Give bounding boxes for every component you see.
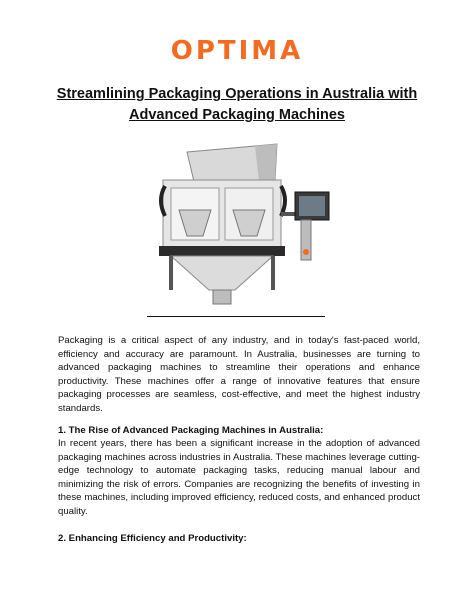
- intro-paragraph: Packaging is a critical aspect of any industry, and in today's fast-paced world, efficiency and accuracy are paramount. In Australia, businesses are turning to advanced packaging machines to streamline their operations and enhance productivity. These machines offer a range of innovative features that ensure packaging processes are seamless, cost-effective, and meet the highest industry standards.: [58, 335, 420, 414]
- section-1-paragraph: In recent years, there has been a significant increase in the adoption of advanced packaging machines across industries in Australia. These machines leverage cutting-edge technology to automate packaging tasks, reducing manual labour and minimizing the risk of errors. Companies are recognizing the benefits of investing in these machines, including improved efficiency, reduced costs, and enhanced product quality.: [58, 438, 420, 517]
- optima-logo: OPTIMA: [170, 36, 304, 66]
- packaging-machine-image: [135, 140, 335, 310]
- page-title: [40, 84, 434, 126]
- title-line-1: Streamlining Packaging Operations in Australia with: [56, 86, 418, 102]
- section-heading-2: 2. Enhancing Efficiency and Productivity:: [58, 533, 247, 544]
- title-line-2: Advanced Packaging Machines: [129, 107, 345, 123]
- section-heading-1: 1. The Rise of Advanced Packaging Machines in Australia:: [58, 425, 324, 436]
- image-divider: [147, 316, 325, 317]
